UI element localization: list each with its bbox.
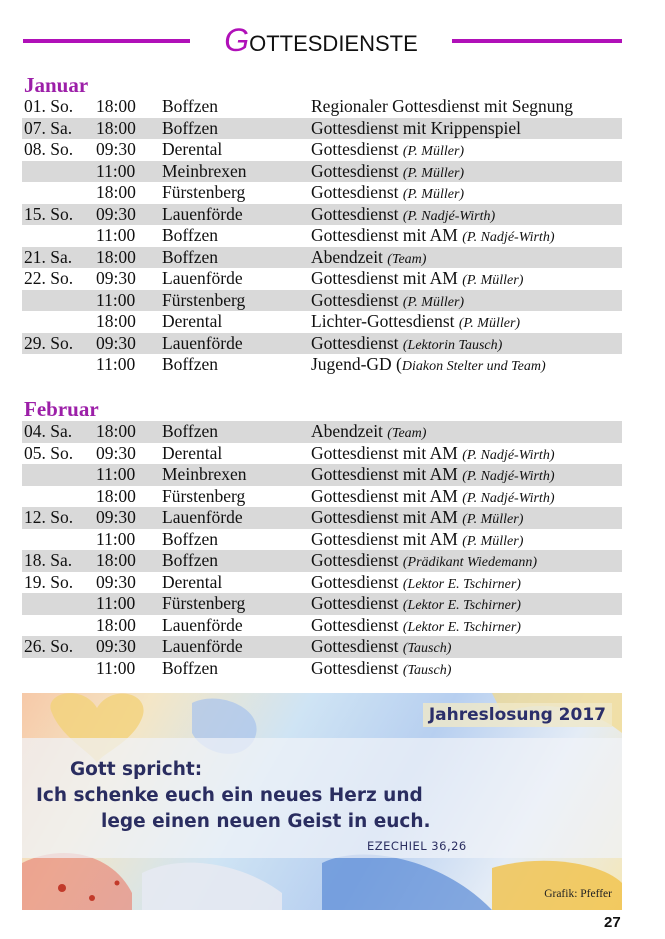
service-description [311,247,426,271]
service-leader-note: (P. Nadjé-Wirth) [462,447,555,463]
table-row [22,311,622,333]
service-date: 18. Sa. [24,550,73,570]
service-time: 18:00 [96,485,136,506]
title-rest: OTTESDIENSTE [249,31,418,56]
table-row [22,572,622,594]
service-date: 04. Sa. [24,421,73,441]
service-place: Derental [162,571,223,592]
service-time: 09:30 [96,507,136,527]
service-place: Meinbrexen [162,464,247,484]
page-header [0,20,665,60]
service-time: 18:00 [96,246,136,267]
table-row [22,161,622,183]
service-description [311,354,546,378]
service-leader-note: (P. Müller) [402,165,465,181]
service-leader-note: (Lektorin Tausch) [402,337,503,353]
service-place: Lauenförde [162,268,243,288]
table-row [22,443,622,465]
page-title [190,20,452,64]
service-time: 18:00 [96,311,136,331]
service-description [311,658,451,682]
service-time: 09:30 [96,442,136,463]
table-row [22,354,622,376]
service-leader-note: Diakon Stelter und Team) [401,359,546,374]
service-time: 18:00 [96,550,136,570]
table-row [22,550,622,572]
service-title: Gottesdienst [311,160,403,181]
service-title: Gottesdienst [311,289,403,310]
service-title: Gottesdienst [311,550,403,570]
table-row [22,139,622,161]
service-title: Abendzeit [311,421,388,441]
service-description [311,529,523,553]
service-leader-note: (Lektor E. Tschirner) [402,619,521,635]
service-title: Gottesdienst [311,614,403,635]
service-title: Jugend-GD ( [311,354,402,374]
service-title: Gottesdienst [311,203,403,224]
service-leader-note: (P. Müller) [462,533,524,549]
service-time: 09:30 [96,203,136,224]
service-leader-note: (P. Müller) [402,187,465,202]
service-place: Boffzen [162,528,219,549]
service-time: 18:00 [96,182,136,202]
service-place: Fürstenberg [162,289,246,310]
service-description [311,182,464,206]
service-title: Gottesdienst mit AM [311,485,463,506]
service-date: 07. Sa. [24,117,73,138]
service-leader-note: (P. Müller) [458,316,521,331]
service-title: Regionaler Gottesdienst mit Segnung [311,96,573,116]
service-date: 19. So. [24,571,74,592]
service-date: 08. So. [24,139,74,159]
service-date: 05. So. [24,442,74,463]
service-place: Lauenförde [162,203,243,224]
service-leader-note: (P. Nadjé-Wirth) [462,469,555,484]
service-date: 12. So. [24,507,74,527]
service-time: 11:00 [96,160,136,181]
service-leader-note: (Lektor E. Tschirner) [402,598,521,613]
service-title: Gottesdienst mit AM [311,442,463,463]
table-row [22,333,622,355]
service-description [311,464,554,488]
table-row [22,615,622,637]
service-time: 11:00 [96,464,136,484]
table-row [22,486,622,508]
service-leader-note: (Prädikant Wiedemann) [402,555,538,570]
service-description [311,118,521,142]
service-title: Gottesdienst [311,593,403,613]
service-leader-note: (P. Müller) [462,273,524,288]
service-time: 11:00 [96,528,136,549]
service-place: Derental [162,442,223,463]
service-time: 09:30 [96,332,136,353]
service-time: 11:00 [96,657,136,678]
table-row [22,529,622,551]
schedule-januar [22,96,622,376]
service-date: 15. So. [24,203,74,224]
service-title: Gottesdienst [311,657,403,678]
service-time: 09:30 [96,139,136,159]
quote-line-1: Gott spricht: [70,759,203,780]
service-place: Fürstenberg [162,485,246,506]
service-description [311,443,554,467]
service-title: Gottesdienst mit AM [311,464,463,484]
service-time: 18:00 [96,614,136,635]
service-title: Gottesdienst mit AM [311,225,463,245]
service-title: Gottesdienst [311,636,403,656]
service-place: Meinbrexen [162,160,247,181]
service-place: Lauenförde [162,614,243,635]
quote-reference: EZECHIEL 36,26 [367,839,467,853]
service-time: 18:00 [96,421,136,441]
graphic-credit: Grafik: Pfeffer [544,888,612,900]
table-row [22,225,622,247]
service-place: Fürstenberg [162,593,246,613]
service-description [311,550,537,574]
service-leader-note: (Tausch) [402,641,452,656]
table-row [22,464,622,486]
service-place: Boffzen [162,421,219,441]
service-description [311,204,495,228]
service-place: Boffzen [162,225,219,245]
service-place: Boffzen [162,550,219,570]
service-leader-note: (Tausch) [402,662,452,678]
service-description [311,290,464,314]
service-description [311,268,523,292]
service-title: Gottesdienst mit AM [311,528,463,549]
service-description [311,333,502,357]
service-place: Boffzen [162,117,219,138]
table-row [22,636,622,658]
service-time: 11:00 [96,289,136,310]
service-description [311,615,521,639]
service-title: Abendzeit [311,246,388,267]
service-leader-note: (Lektor E. Tschirner) [402,576,521,592]
service-time: 11:00 [96,354,136,374]
table-row [22,118,622,140]
service-date: 21. Sa. [24,246,73,267]
service-time: 18:00 [96,117,136,138]
service-place: Lauenförde [162,507,243,527]
service-place: Lauenförde [162,332,243,353]
quote-line-3: lege einen neuen Geist in euch. [101,811,431,832]
quote-line-2: Ich schenke euch ein neues Herz und [36,785,423,806]
service-date: 01. So. [24,96,74,116]
service-time: 09:30 [96,571,136,592]
service-description [311,593,521,617]
table-row [22,268,622,290]
header-rule-left [23,39,190,43]
table-row [22,204,622,226]
service-title: Gottesdienst mit AM [311,507,463,527]
page-number: 27 [604,914,621,931]
service-title: Lichter-Gottesdienst [311,311,459,331]
service-time: 11:00 [96,593,136,613]
table-row [22,658,622,680]
service-leader-note: (Team) [387,251,427,267]
service-place: Boffzen [162,354,219,374]
banner-label: Jahreslosung 2017 [423,703,612,727]
service-place: Derental [162,139,223,159]
service-time: 11:00 [96,225,136,245]
table-row [22,290,622,312]
service-description [311,507,523,531]
service-time: 09:30 [96,636,136,656]
service-title: Gottesdienst [311,332,403,353]
service-place: Lauenförde [162,636,243,656]
service-description [311,96,573,120]
service-title: Gottesdienst [311,182,403,202]
service-time: 09:30 [96,268,136,288]
service-title: Gottesdienst mit Krippenspiel [311,117,521,138]
service-date: 29. So. [24,332,74,353]
service-place: Boffzen [162,96,219,116]
service-description [311,161,464,185]
service-leader-note: (P. Nadjé-Wirth) [402,208,496,224]
table-row [22,507,622,529]
table-row [22,421,622,443]
service-title: Gottesdienst [311,571,403,592]
service-description [311,311,520,335]
month-heading-januar: Januar [24,73,89,97]
service-leader-note: (P. Müller) [462,512,524,527]
service-date: 26. So. [24,636,74,656]
service-leader-note: (P. Müller) [402,144,465,159]
service-description [311,486,554,510]
service-description [311,225,554,249]
header-rule-right [452,39,622,43]
table-row [22,247,622,269]
table-row [22,96,622,118]
table-row [22,593,622,615]
service-place: Fürstenberg [162,182,246,202]
table-row [22,182,622,204]
service-leader-note: (P. Nadjé-Wirth) [462,230,555,245]
service-date: 22. So. [24,268,74,288]
service-place: Boffzen [162,246,219,267]
jahreslosung-banner [22,693,622,910]
service-title: Gottesdienst mit AM [311,268,463,288]
month-heading-februar: Februar [24,397,99,421]
service-title: Gottesdienst [311,139,403,159]
service-place: Derental [162,311,223,331]
service-time: 18:00 [96,96,136,116]
title-initial: G [224,22,250,58]
service-description [311,421,426,445]
service-description [311,139,464,163]
service-description [311,572,521,596]
service-leader-note: (P. Müller) [402,294,465,310]
schedule-februar [22,421,622,679]
service-leader-note: (P. Nadjé-Wirth) [462,490,555,506]
service-place: Boffzen [162,657,219,678]
service-description [311,636,451,660]
service-leader-note: (Team) [387,426,427,441]
